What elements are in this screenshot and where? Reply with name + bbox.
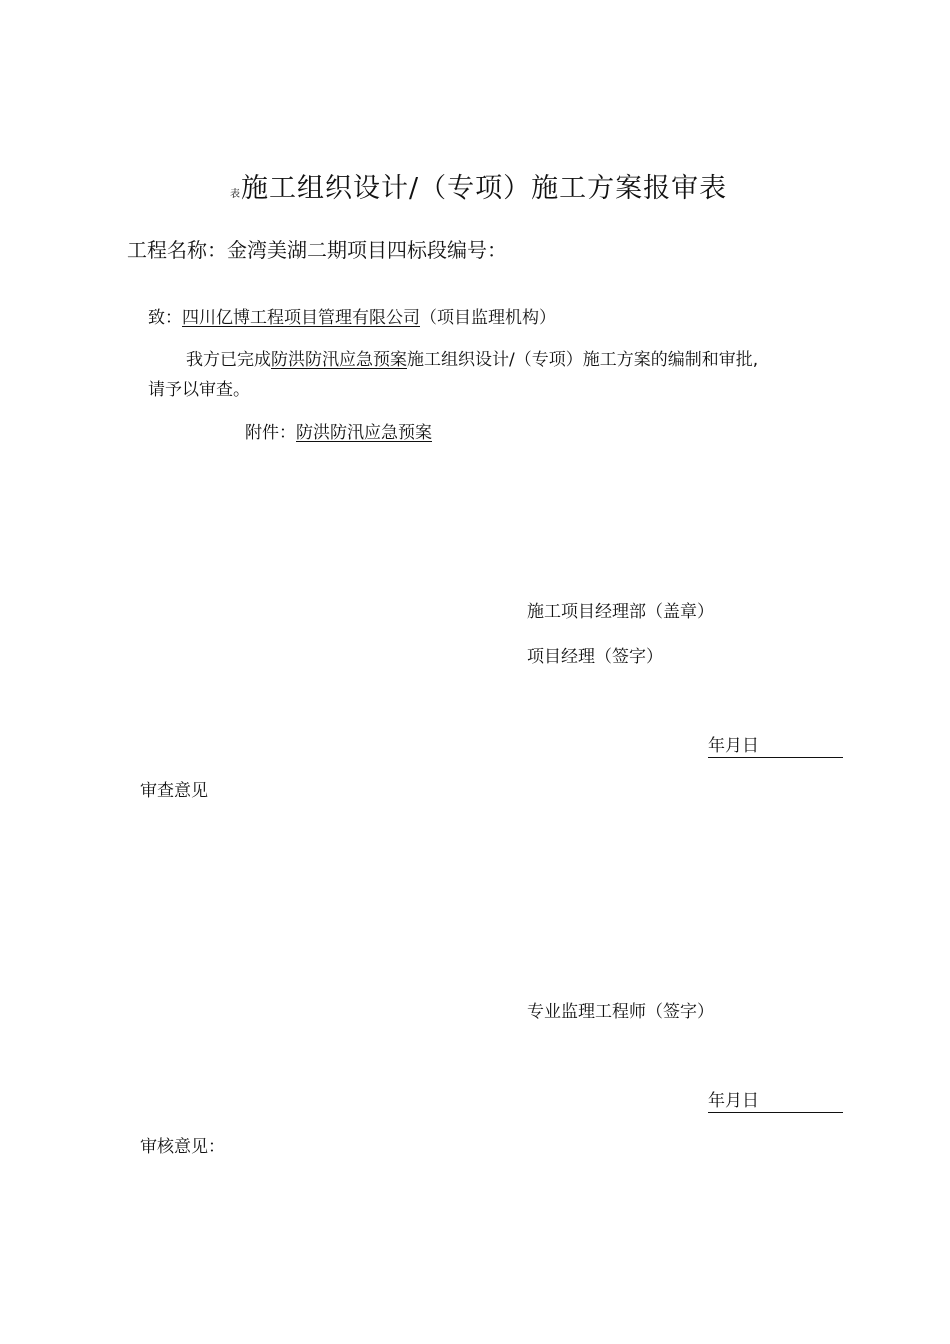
to-label: 致： [148, 308, 182, 328]
addressee-line [148, 303, 556, 328]
date-field-1: 年月日 [708, 731, 843, 758]
manager-sign-label: 项目经理（签字） [527, 647, 663, 667]
document-title [230, 166, 727, 205]
title-prefix: 表 [230, 189, 240, 200]
project-name: 金湾美湖二期项目四标段 [227, 238, 447, 262]
body-prefix: 我方已完成 [186, 350, 271, 370]
attachment-line [245, 418, 432, 443]
date-field-2: 年月日 [708, 1086, 843, 1113]
dept-stamp-label: 施工项目经理部（盖章） [527, 602, 714, 622]
attachment-name: 防洪防汛应急预案 [296, 423, 432, 443]
plan-name: 防洪防汛应急预案 [271, 350, 407, 370]
project-line [127, 234, 507, 263]
number-label: 编号： [447, 238, 507, 262]
audit-opinion-label: 审核意见： [140, 1137, 225, 1157]
review-opinion-label: 审查意见 [140, 781, 208, 801]
title-text: 施工组织设计/（专项）施工方案报审表 [241, 173, 728, 204]
engineer-sign-label: 专业监理工程师（签字） [527, 1002, 714, 1022]
attachment-label: 附件： [245, 423, 296, 443]
body-paragraph-line-1 [186, 345, 758, 370]
project-label: 工程名称： [127, 238, 227, 262]
to-company: 四川亿博工程项目管理有限公司 [182, 308, 420, 328]
body-suffix: 施工组织设计/（专项）施工方案的编制和审批, [407, 350, 759, 370]
to-suffix: （项目监理机构） [420, 308, 556, 328]
body-paragraph-line-2: 请予以审查。 [148, 380, 250, 400]
